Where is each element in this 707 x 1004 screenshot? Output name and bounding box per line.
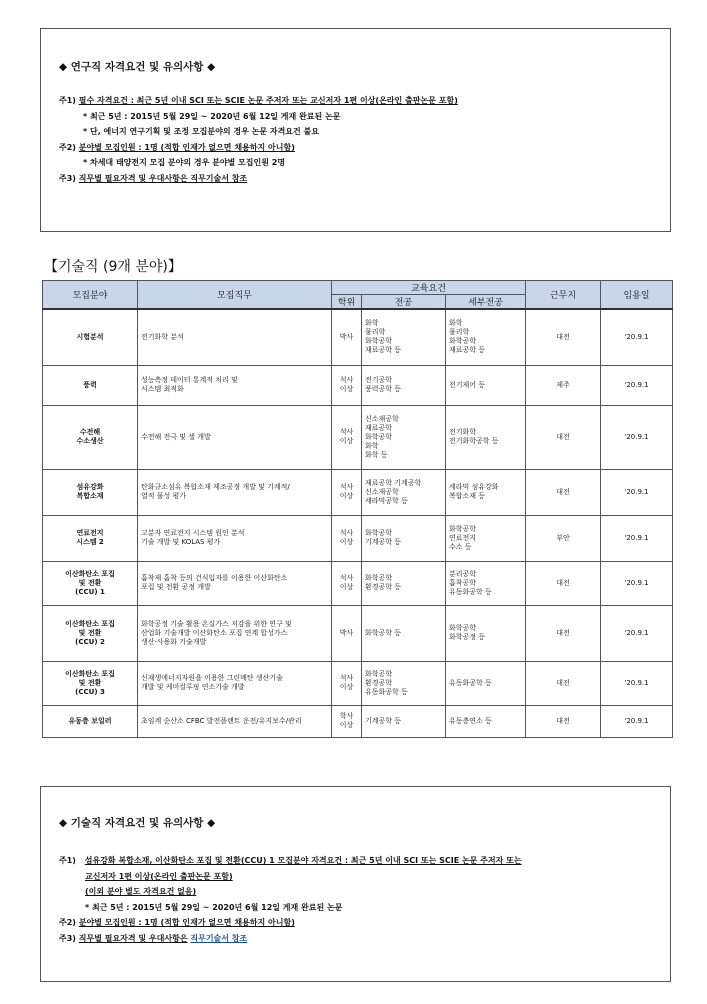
row-degree: 박사: [332, 309, 362, 365]
header-education: 교육요건: [332, 281, 526, 295]
row-location: 부안: [526, 515, 601, 561]
row-duty: 흡착제 흡착 등의 건식입자를 이용한 이산화탄소 포집 및 전환 공정 개발: [138, 561, 332, 605]
job-description-link[interactable]: 직무기술서 참조: [190, 933, 248, 943]
tech-box-title: ◆ 기술직 자격요건 및 유의사항 ◆: [59, 817, 216, 829]
row-detail: 화학 물리학 화학공학 재료공학 등: [446, 309, 526, 365]
research-note-2: 주2) 분야별 모집인원 : 1명 (적합 인재가 없으면 채용하지 아니함): [59, 142, 295, 152]
row-detail: 분리공학 흡착공학 유동화공학 등: [446, 561, 526, 605]
row-field: 이산화탄소 포집 및 전환 (CCU) 3: [43, 661, 138, 705]
tech-notes: [59, 853, 660, 947]
row-date: '20.9.1: [601, 661, 673, 705]
table-row: [43, 661, 673, 705]
research-note-1-sub-a: * 최근 5년 : 2015년 5월 29일 ~ 2020년 6월 12일 게재 완료된 논문: [83, 111, 341, 121]
research-requirements-box: [40, 28, 671, 232]
table-row: [43, 469, 673, 515]
row-duty: 성능측정 데이터 통계적 처리 및 시스템 최적화: [138, 365, 332, 405]
tech-requirements-box: [40, 786, 671, 982]
row-degree: 석사 이상: [332, 661, 362, 705]
row-field: 섬유강화 복합소재: [43, 469, 138, 515]
table-row: [43, 405, 673, 469]
row-major: 화학 물리학 화학공학 재료공학 등: [362, 309, 446, 365]
row-field: 유동층 보일러: [43, 705, 138, 737]
row-location: 대전: [526, 605, 601, 661]
row-field: 이산화탄소 포집 및 전환 (CCU) 1: [43, 561, 138, 605]
row-degree: 석사 이상: [332, 515, 362, 561]
research-notes: [59, 93, 660, 187]
row-date: '20.9.1: [601, 365, 673, 405]
row-detail: 전기화학 전기화학공학 등: [446, 405, 526, 469]
row-detail: 유동화공학 등: [446, 661, 526, 705]
header-location: 근무지: [526, 281, 601, 310]
row-degree: 석사 이상: [332, 405, 362, 469]
row-degree: 석사 이상: [332, 469, 362, 515]
row-location: 대전: [526, 561, 601, 605]
row-duty: 수전해 전극 및 셀 개발: [138, 405, 332, 469]
row-major: 재료공학 기계공학 신소재공학 세라믹공학 등: [362, 469, 446, 515]
row-date: '20.9.1: [601, 469, 673, 515]
research-note-1: 주1) 필수 자격요건 : 최근 5년 이내 SCI 또는 SCIE 논문 주저자 또는 교신저자 1편 이상(온라인 출판논문 포함): [59, 96, 458, 105]
row-location: 대전: [526, 405, 601, 469]
row-major: 화학공학 기계공학 등: [362, 515, 446, 561]
row-date: '20.9.1: [601, 405, 673, 469]
table-row: [43, 309, 673, 365]
row-major: 화학공학 환경공학 유동화공학 등: [362, 661, 446, 705]
row-major: 화학공학 등: [362, 605, 446, 661]
row-major: 화학공학 환경공학 등: [362, 561, 446, 605]
row-detail: 화학공학 연료전지 수소 등: [446, 515, 526, 561]
header-field: 모집분야: [43, 281, 138, 310]
row-duty: 전기화학 분석: [138, 309, 332, 365]
header-degree: 학위: [332, 295, 362, 310]
row-major: 기계공학 등: [362, 705, 446, 737]
row-degree: 석사 이상: [332, 365, 362, 405]
row-detail: 전기제어 등: [446, 365, 526, 405]
header-duty: 모집직무: [138, 281, 332, 310]
row-field: 시험분석: [43, 309, 138, 365]
tech-note-3: 주3) 직무별 필요자격 및 우대사항은 직무기술서 참조: [59, 933, 248, 943]
research-note-3: 주3) 직무별 필요자격 및 우대사항은 직무기술서 참조: [59, 173, 248, 183]
tech-section-title: 【기술직 (9개 분야)】: [44, 259, 182, 275]
row-degree: 학사 이상: [332, 705, 362, 737]
row-location: 제주: [526, 365, 601, 405]
row-degree: 박사: [332, 605, 362, 661]
row-detail: 화학공학 화학공정 등: [446, 605, 526, 661]
table-row: [43, 515, 673, 561]
tech-note-1-sub: * 최근 5년 : 2015년 5월 29일 ~ 2020년 6월 12일 게재 완료된 논문: [85, 902, 343, 912]
table-row: [43, 561, 673, 605]
row-degree: 석사 이상: [332, 561, 362, 605]
tech-note-2: 주2) 분야별 모집인원 : 1명 (적합 인재가 없으면 채용하지 아니함): [59, 918, 295, 928]
row-duty: 신재생에너지자원을 이용한 그린메탄 생산기술 개발 및 케미컬루핑 연소기술 개발: [138, 661, 332, 705]
tech-jobs-table: [42, 280, 673, 738]
row-date: '20.9.1: [601, 515, 673, 561]
row-location: 대전: [526, 309, 601, 365]
row-field: 연료전지 시스템 2: [43, 515, 138, 561]
row-detail: 세라믹 섬유강화 복합소재 등: [446, 469, 526, 515]
row-location: 대전: [526, 705, 601, 737]
research-note-2-sub: * 차세대 태양전지 모집 분야의 경우 분야별 모집인원 2명: [83, 158, 286, 168]
row-major: 신소재공학 재료공학 화학공학 화학 화학 등: [362, 405, 446, 469]
header-major: 전공: [362, 295, 446, 310]
row-date: '20.9.1: [601, 605, 673, 661]
row-duty: 초임계 순산소 CFBC 발전플랜트 운전/유지보수/관리: [138, 705, 332, 737]
row-date: '20.9.1: [601, 309, 673, 365]
header-detail: 세부전공: [446, 295, 526, 310]
tech-note-1-cont: 교신저자 1편 이상(온라인 출판논문 포함): [85, 871, 233, 881]
header-date: 임용일: [601, 281, 673, 310]
research-note-1-sub-b: * 단, 에너지 연구기획 및 조정 모집분야의 경우 논문 자격요건 불요: [83, 127, 319, 137]
row-field: 이산화탄소 포집 및 전환 (CCU) 2: [43, 605, 138, 661]
tech-note-1-other: (이외 분야 별도 자격요건 없음): [85, 887, 197, 897]
table-row: [43, 365, 673, 405]
tech-note-1: 주1) 섬유강화 복합소재, 이산화탄소 포집 및 전환(CCU) 1 모집분야 자격요건 : 최근 5년 이내 SCI 또는 SCIE 논문 주저자 또는: [59, 856, 522, 865]
row-field: 풍력: [43, 365, 138, 405]
table-row: [43, 705, 673, 737]
row-date: '20.9.1: [601, 705, 673, 737]
row-duty: 고분자 연료전지 시스템 원인 분석 기술 개발 및 KOLAS 평가: [138, 515, 332, 561]
row-date: '20.9.1: [601, 561, 673, 605]
row-duty: 화학공정 기술 활용 온실가스 저감을 위한 연구 및 산업화 기술개발 이산화탄소 포집 연계 합성가스 생산·사용화 기술개발: [138, 605, 332, 661]
row-detail: 유동층연소 등: [446, 705, 526, 737]
row-major: 전기공학 풍력공학 등: [362, 365, 446, 405]
research-box-title: ◆ 연구직 자격요건 및 유의사항 ◆: [59, 61, 216, 73]
row-location: 대전: [526, 661, 601, 705]
row-field: 수전해 수소생산: [43, 405, 138, 469]
row-duty: 탄화규소섬유 복합소재 제조공정 개발 및 기계적/ 열적 물성 평가: [138, 469, 332, 515]
table-row: [43, 605, 673, 661]
row-location: 대전: [526, 469, 601, 515]
